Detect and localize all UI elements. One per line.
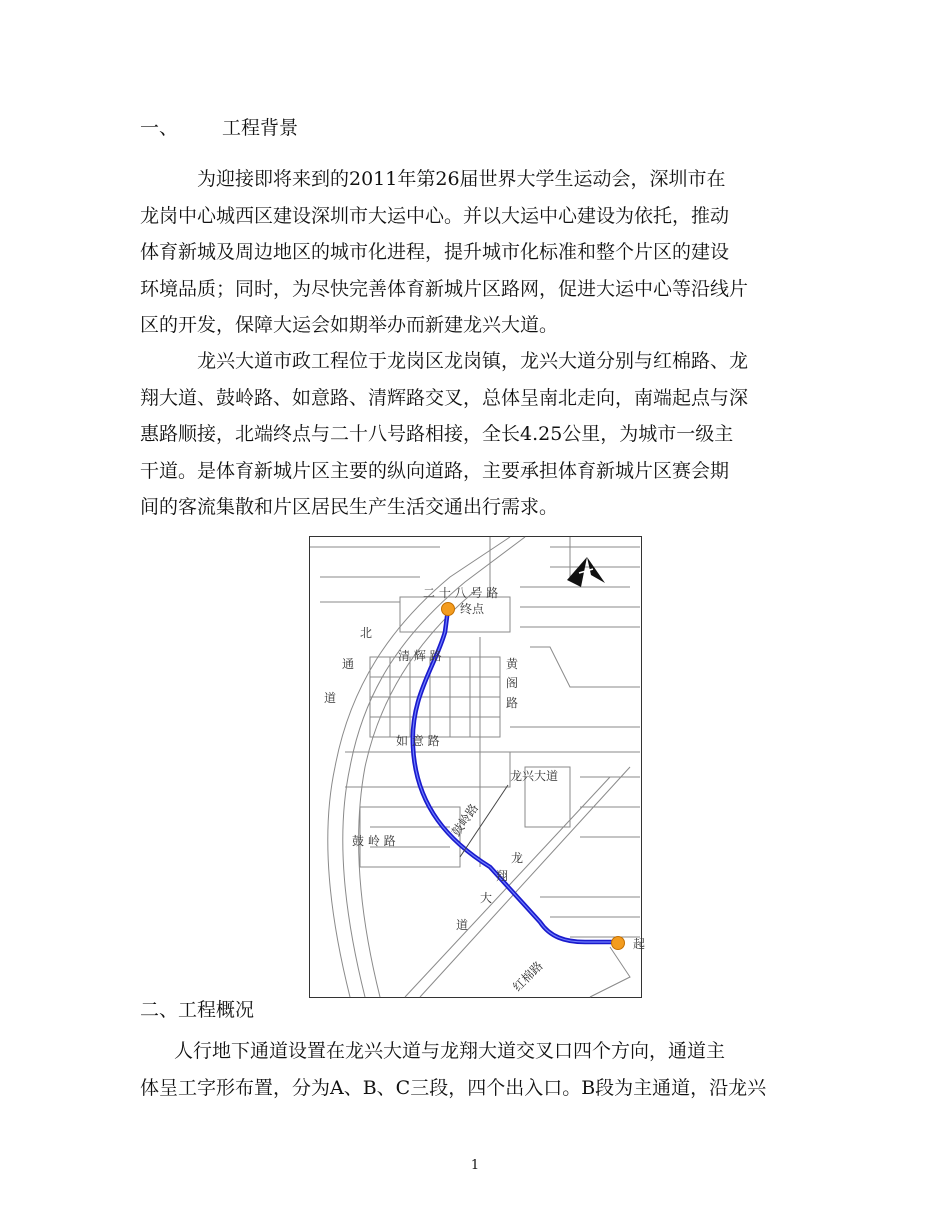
section-heading-1	[140, 113, 298, 140]
map-label: 鼓岭路	[448, 801, 482, 839]
north-arrow-icon	[567, 557, 605, 587]
text-line: 翔大道、鼓岭路、如意路、清辉路交叉，总体呈南北走向，南端起点与深	[140, 386, 749, 409]
page-number: 1	[470, 1158, 480, 1173]
map-label: 翔	[496, 869, 509, 883]
map-label: 道	[324, 691, 337, 705]
map-label: 二 十 八 号 路	[423, 586, 499, 600]
map-label: 通	[342, 657, 355, 671]
start-marker	[612, 937, 625, 950]
paragraph-background	[140, 161, 808, 344]
section-number: 一、	[140, 117, 179, 139]
map-label: 路	[506, 696, 519, 710]
map-label: 大	[480, 891, 493, 905]
text-line: 为迎接即将来到的2011年第26届世界大学生运动会，深圳市在	[197, 168, 726, 190]
map-label: 龙	[511, 851, 524, 865]
map-label: 道	[456, 918, 469, 932]
map-label: 起	[633, 937, 646, 951]
text-line: 人行地下通道设置在龙兴大道与龙翔大道交叉口四个方向，通道主	[174, 1040, 726, 1062]
map-label: 北	[360, 626, 373, 640]
map-label: 清 辉 路	[398, 649, 442, 663]
paragraph-location	[140, 343, 808, 526]
route-map	[309, 536, 646, 998]
section-title: 工程背景	[222, 117, 299, 139]
map-label: 黄	[506, 657, 519, 671]
map-label: 终点	[460, 602, 485, 616]
text-line: 体呈工字形布置，分为A、B、C三段，四个出入口。B段为主通道，沿龙兴	[140, 1076, 767, 1099]
text-line: 区的开发，保障大运会如期举办而新建龙兴大道。	[140, 314, 559, 336]
end-marker	[442, 603, 455, 616]
text-line: 龙岗中心城西区建设深圳市大运中心。并以大运中心建设为依托，推动	[140, 204, 730, 227]
text-line: 惠路顺接，北端终点与二十八号路相接，全长4.25公里，为城市一级主	[140, 423, 734, 445]
map-label: 鼓 岭 路	[352, 834, 396, 848]
text-line: 干道。是体育新城片区主要的纵向道路，主要承担体育新城片区赛会期	[140, 459, 730, 482]
map-label: 龙兴大道	[510, 769, 559, 783]
text-line: 环境品质；同时，为尽快完善体育新城片区路网，促进大运中心等沿线片	[140, 277, 749, 300]
text-line: 龙兴大道市政工程位于龙岗区龙岗镇，龙兴大道分别与红棉路、龙	[197, 350, 749, 372]
section-heading-2: 二、工程概况	[140, 999, 255, 1021]
map-label: 红棉路	[510, 958, 546, 995]
text-line: 体育新城及周边地区的城市化进程，提升城市化标准和整个片区的建设	[140, 241, 730, 263]
text-line: 间的客流集散和片区居民生产生活交通出行需求。	[140, 496, 559, 518]
map-label: 如 意 路	[396, 734, 440, 748]
paragraph-overview	[140, 1033, 808, 1106]
map-label: 阁	[506, 676, 519, 690]
